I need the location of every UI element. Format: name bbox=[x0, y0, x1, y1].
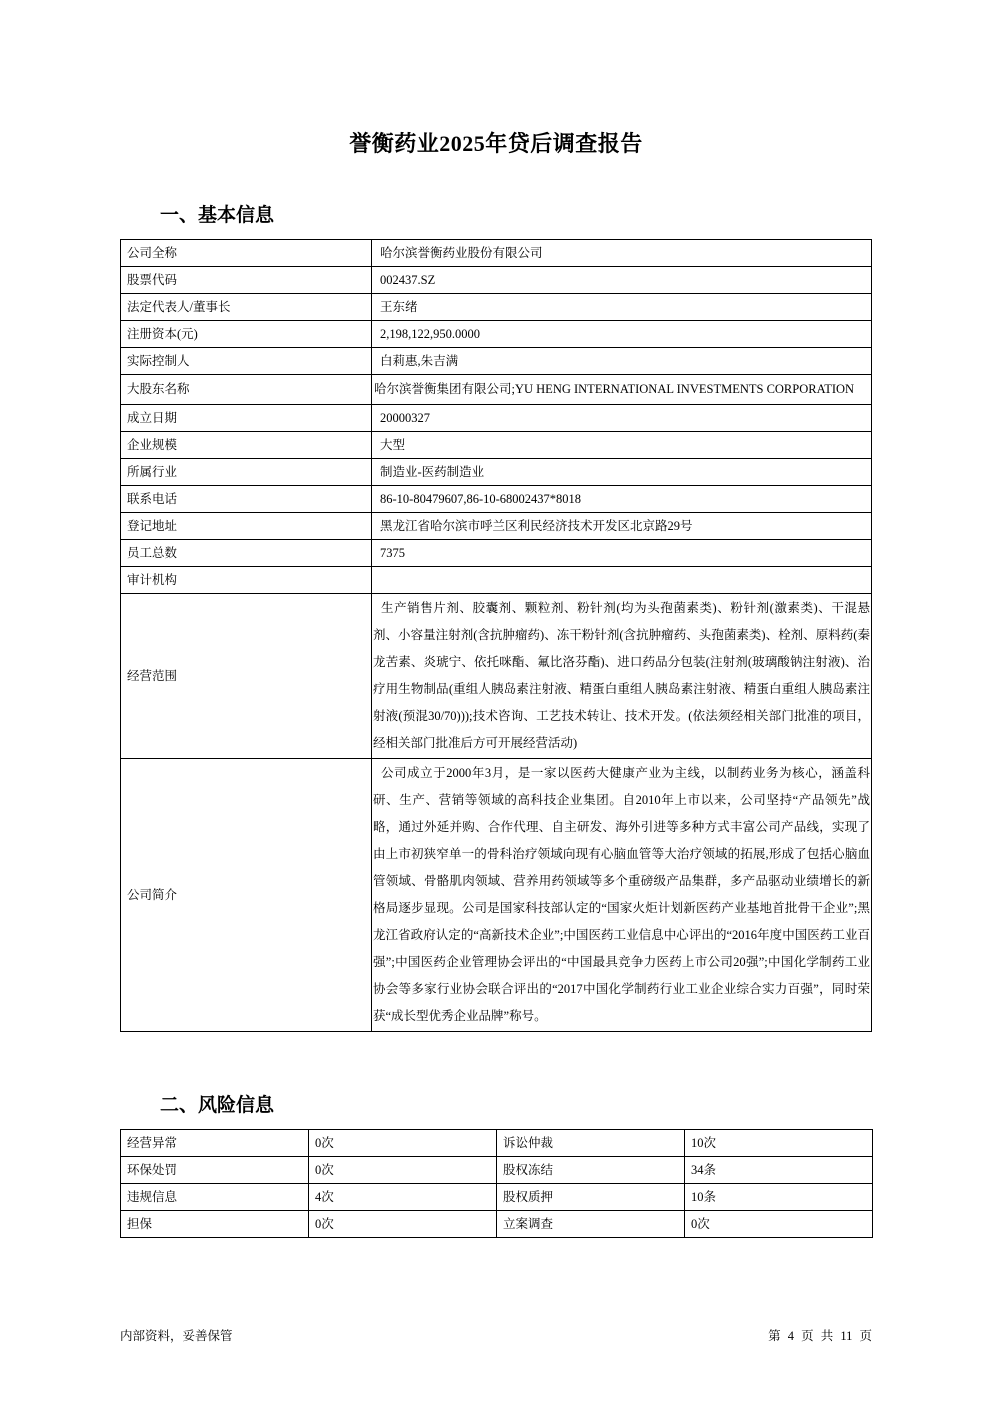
risk-label: 立案调查 bbox=[497, 1211, 685, 1238]
risk-label: 股权质押 bbox=[497, 1184, 685, 1211]
risk-label: 股权冻结 bbox=[497, 1157, 685, 1184]
field-label: 员工总数 bbox=[121, 540, 372, 567]
field-value: 黑龙江省哈尔滨市呼兰区利民经济技术开发区北京路29号 bbox=[372, 513, 872, 540]
field-label: 法定代表人/董事长 bbox=[121, 294, 372, 321]
field-label: 联系电话 bbox=[121, 486, 372, 513]
table-row bbox=[121, 375, 872, 405]
footer-confidential-note: 内部资料，妥善保管 bbox=[120, 1329, 233, 1343]
field-label: 审计机构 bbox=[121, 567, 372, 594]
company-profile-value: 公司成立于2000年3月，是一家以医药大健康产业为主线，以制药业务为核心，涵盖科研、生产、营销等领域的高科技企业集团。自2010年上市以来，公司坚持“产品领先”战略，通过外延并购、合作代理、自主研发、海外引进等多种方式丰富公司产品线，实现了由上市初狭窄单一的骨科治疗领域向现有心脑血管等大治疗领域的拓展,形成了包括心脑血管领域、骨骼肌肉领域、营养用药领域等多个重磅级产品集群，多产品驱动业绩增长的新格局逐步显现。公司是国家科技部认定的“国家火炬计划新医药产业基地首批骨干企业”;黑龙江省政府认定的“高新技术企业”;中国医药工业信息中心评出的“2016年度中国医药工业百强”;中国医药企业管理协会评出的“中国最具竞争力医药上市公司20强”;中国化学制药工业协会等多家行业协会联合评出的“2017中国化学制药行业工业企业综合实力百强”，同时荣获“成长型优秀企业品牌”称号。 bbox=[372, 759, 872, 1032]
table-row bbox=[121, 1130, 873, 1157]
field-value: 7375 bbox=[372, 540, 872, 567]
field-label: 经营范围 bbox=[121, 594, 372, 759]
section-basic-info-heading: 一、基本信息 bbox=[160, 205, 275, 226]
table-row bbox=[121, 240, 872, 267]
table-row bbox=[121, 459, 872, 486]
table-row bbox=[121, 294, 872, 321]
table-row bbox=[121, 759, 872, 1032]
table-row bbox=[121, 1157, 873, 1184]
table-row bbox=[121, 594, 872, 759]
basic-info-table bbox=[120, 239, 872, 1032]
table-row bbox=[121, 567, 872, 594]
risk-value: 10次 bbox=[685, 1130, 873, 1157]
risk-value: 10条 bbox=[685, 1184, 873, 1211]
report-title: 誉衡药业2025年贷后调查报告 bbox=[349, 131, 643, 156]
table-row bbox=[121, 432, 872, 459]
risk-info-table bbox=[120, 1129, 873, 1238]
field-label: 注册资本(元) bbox=[121, 321, 372, 348]
field-label: 股票代码 bbox=[121, 267, 372, 294]
field-value: 哈尔滨誉衡药业股份有限公司 bbox=[372, 240, 872, 267]
table-row bbox=[121, 1184, 873, 1211]
field-value bbox=[372, 567, 872, 594]
table-row bbox=[121, 267, 872, 294]
field-label: 所属行业 bbox=[121, 459, 372, 486]
risk-label: 违规信息 bbox=[121, 1184, 309, 1211]
risk-value: 34条 bbox=[685, 1157, 873, 1184]
field-label: 登记地址 bbox=[121, 513, 372, 540]
risk-value: 0次 bbox=[309, 1211, 497, 1238]
table-row bbox=[121, 321, 872, 348]
table-row bbox=[121, 405, 872, 432]
field-value: 002437.SZ bbox=[372, 267, 872, 294]
field-value: 哈尔滨誉衡集团有限公司;YU HENG INTERNATIONAL INVESTMENTS CORPORATION bbox=[372, 375, 872, 405]
risk-value: 4次 bbox=[309, 1184, 497, 1211]
risk-value: 0次 bbox=[685, 1211, 873, 1238]
field-value: 白莉惠,朱吉满 bbox=[372, 348, 872, 375]
field-value: 大型 bbox=[372, 432, 872, 459]
table-row bbox=[121, 540, 872, 567]
field-value: 20000327 bbox=[372, 405, 872, 432]
business-scope-value: 生产销售片剂、胶囊剂、颗粒剂、粉针剂(均为头孢菌素类)、粉针剂(激素类)、干混悬剂、小容量注射剂(含抗肿瘤药)、冻干粉针剂(含抗肿瘤药、头孢菌素类)、栓剂、原料药(秦龙苦素、炎琥宁、依托咪酯、氟比洛芬酯)、进口药品分包装(注射剂(玻璃酸钠注射液)、治疗用生物制品(重组人胰岛素注射液、精蛋白重组人胰岛素注射液、精蛋白重组人胰岛素注射液(预混30/70)));技术咨询、工艺技术转让、技术开发。(依法须经相关部门批准的项目，经相关部门批准后方可开展经营活动) bbox=[372, 594, 872, 759]
field-value: 2,198,122,950.0000 bbox=[372, 321, 872, 348]
field-label: 大股东名称 bbox=[121, 375, 372, 405]
risk-label: 担保 bbox=[121, 1211, 309, 1238]
table-row bbox=[121, 1211, 873, 1238]
field-value: 王东绪 bbox=[372, 294, 872, 321]
field-value: 86-10-80479607,86-10-68002437*8018 bbox=[372, 486, 872, 513]
field-label: 企业规模 bbox=[121, 432, 372, 459]
section-risk-info-heading: 二、风险信息 bbox=[160, 1095, 275, 1116]
risk-value: 0次 bbox=[309, 1130, 497, 1157]
field-label: 公司简介 bbox=[121, 759, 372, 1032]
table-row bbox=[121, 486, 872, 513]
table-row bbox=[121, 513, 872, 540]
risk-label: 诉讼仲裁 bbox=[497, 1130, 685, 1157]
field-label: 公司全称 bbox=[121, 240, 372, 267]
risk-label: 环保处罚 bbox=[121, 1157, 309, 1184]
table-row bbox=[121, 348, 872, 375]
risk-label: 经营异常 bbox=[121, 1130, 309, 1157]
field-label: 成立日期 bbox=[121, 405, 372, 432]
field-value: 制造业-医药制造业 bbox=[372, 459, 872, 486]
field-label: 实际控制人 bbox=[121, 348, 372, 375]
footer-page-number: 第 4 页 共 11 页 bbox=[768, 1329, 872, 1343]
risk-value: 0次 bbox=[309, 1157, 497, 1184]
